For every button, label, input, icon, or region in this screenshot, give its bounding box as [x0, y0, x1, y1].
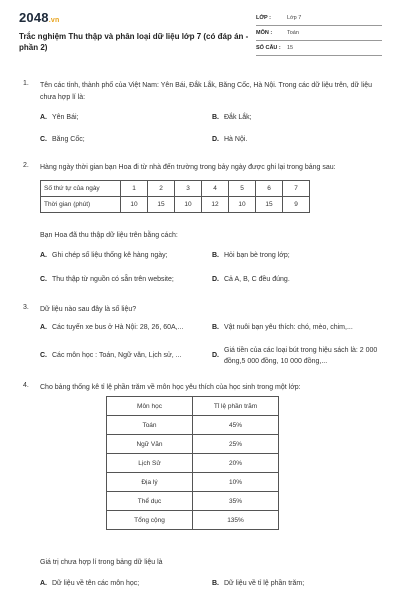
table-cell: Số thứ tự của ngày [41, 181, 121, 197]
subject-percent-table [106, 396, 279, 530]
option-letter: D. [212, 352, 219, 359]
option-text: Yên Bái; [52, 114, 79, 121]
table-row [107, 473, 279, 492]
table-cell: Toán [107, 416, 193, 435]
option-text: Các môn học : Toán, Ngữ văn, Lịch sử, ... [52, 352, 182, 359]
option-text: Đắk Lắk; [224, 114, 252, 121]
option-b[interactable] [212, 250, 290, 261]
meta-row-class [256, 11, 382, 26]
question-text: Tên các tỉnh, thành phố của Việt Nam: Yên Bái, Đắk Lắk, Băng Cốc, Hà Nội. Trong các dữ liệu trên, dữ liệu chưa hợp lí là: [40, 82, 373, 101]
option-text: Dữ liệu về tỉ lệ phần trăm; [224, 580, 305, 587]
option-text: Các tuyến xe bus ở Hà Nội: 28, 26, 60A,... [52, 324, 184, 331]
option-text: Giá tiền của các loại bút trong hiệu sách là: 2 000 đồng,5 000 đồng, 10 000 đồng,... [224, 347, 378, 365]
option-letter: C. [40, 352, 47, 359]
table-header-cell: Môn học [107, 397, 193, 416]
option-d[interactable] [212, 274, 290, 285]
table-cell: 20% [193, 454, 279, 473]
table-cell: 10 [175, 197, 202, 213]
table-cell: 135% [193, 511, 279, 530]
question-number: 1. [23, 80, 29, 87]
question-subtext: Giá trị chưa hợp lí trong bảng dữ liệu là [40, 559, 163, 566]
table-cell: Tổng cộng [107, 511, 193, 530]
table-cell: 25% [193, 435, 279, 454]
option-text: Băng Cốc; [52, 136, 85, 143]
document-header [0, 0, 400, 64]
table-cell: Địa lý [107, 473, 193, 492]
table-row [107, 416, 279, 435]
table-cell: 3 [175, 181, 202, 197]
option-a[interactable] [40, 322, 205, 333]
table-cell: 9 [283, 197, 310, 213]
table-row [107, 492, 279, 511]
table-cell: 35% [193, 492, 279, 511]
table-cell: 5 [229, 181, 256, 197]
option-d[interactable] [212, 345, 387, 367]
option-a[interactable] [40, 250, 168, 261]
option-b[interactable] [212, 112, 252, 123]
travel-time-table [40, 180, 310, 213]
option-b[interactable] [212, 322, 387, 333]
question-number: 4. [23, 382, 29, 389]
question-text: Dữ liệu nào sau đây là số liệu? [40, 306, 137, 313]
table-cell: Lịch Sử [107, 454, 193, 473]
option-letter: A. [40, 252, 47, 259]
meta-key: SỐ CÂU : [256, 45, 281, 51]
option-letter: A. [40, 324, 47, 331]
table-header-cell: Tỉ lệ phần trăm [193, 397, 279, 416]
option-b[interactable] [212, 578, 304, 589]
table-cell: 6 [256, 181, 283, 197]
option-a[interactable] [40, 112, 78, 123]
option-text: Cả A, B, C đều đúng. [224, 276, 290, 283]
option-letter: B. [212, 324, 219, 331]
meta-value: Lớp 7 [287, 15, 302, 21]
question-text: Cho bảng thống kê tỉ lệ phần trăm về môn học yêu thích của học sinh trong một lớp: [40, 384, 301, 391]
option-letter: B. [212, 114, 219, 121]
table-cell: 15 [148, 197, 175, 213]
option-c[interactable] [40, 274, 174, 285]
option-a[interactable] [40, 578, 139, 589]
meta-value: Toán [287, 30, 299, 36]
option-letter: C. [40, 276, 47, 283]
table-cell: 2 [148, 181, 175, 197]
table-row [41, 181, 310, 197]
table-row [107, 454, 279, 473]
table-cell: 45% [193, 416, 279, 435]
option-text: Hà Nội. [224, 136, 248, 143]
question-subtext: Bạn Hoa đã thu thập dữ liệu trên bằng cách: [40, 232, 178, 239]
option-letter: D. [212, 136, 219, 143]
question-number: 2. [23, 162, 29, 169]
table-cell: 10% [193, 473, 279, 492]
option-letter: D. [212, 276, 219, 283]
document-title: Trắc nghiệm Thu thập và phân loại dữ liệu lớp 7 (có đáp án - phần 2) [19, 32, 249, 52]
logo-suffix: .vn [48, 17, 60, 24]
meta-key: MÔN : [256, 30, 273, 36]
option-d[interactable] [212, 134, 247, 145]
table-cell: 7 [283, 181, 310, 197]
meta-value: 15 [287, 45, 294, 51]
table-header-row [107, 397, 279, 416]
table-row [107, 511, 279, 530]
table-cell: Thể dục [107, 492, 193, 511]
meta-row-subject [256, 26, 382, 41]
question-text: Hàng ngày thời gian bạn Hoa đi từ nhà đến trường trong bảy ngày được ghi lại trong bảng sau: [40, 164, 336, 171]
table-cell: 10 [121, 197, 148, 213]
option-c[interactable] [40, 134, 85, 145]
option-c[interactable] [40, 350, 205, 361]
option-letter: A. [40, 114, 47, 121]
option-text: Thu thập từ nguồn có sẵn trên website; [52, 276, 174, 283]
option-letter: C. [40, 136, 47, 143]
table-cell: 10 [229, 197, 256, 213]
meta-box [256, 11, 382, 56]
option-letter: B. [212, 252, 219, 259]
question-number: 3. [23, 304, 29, 311]
meta-row-count [256, 41, 382, 56]
option-text: Vật nuôi bạn yêu thích: chó, mèo, chim,... [224, 324, 353, 331]
option-text: Ghi chép số liệu thống kê hàng ngày; [52, 252, 168, 259]
site-logo[interactable] [19, 10, 59, 25]
table-cell: Thời gian (phút) [41, 197, 121, 213]
table-cell: 4 [202, 181, 229, 197]
option-text: Hỏi bạn bè trong lớp; [224, 252, 290, 259]
logo-main: 2048 [19, 10, 49, 25]
option-text: Dữ liệu về tên các môn học; [52, 580, 140, 587]
table-cell: 12 [202, 197, 229, 213]
table-row [107, 435, 279, 454]
table-row [41, 197, 310, 213]
table-cell: 1 [121, 181, 148, 197]
option-letter: B. [212, 580, 219, 587]
table-cell: Ngữ Văn [107, 435, 193, 454]
option-letter: A. [40, 580, 47, 587]
table-cell: 15 [256, 197, 283, 213]
meta-key: LỚP : [256, 15, 271, 21]
